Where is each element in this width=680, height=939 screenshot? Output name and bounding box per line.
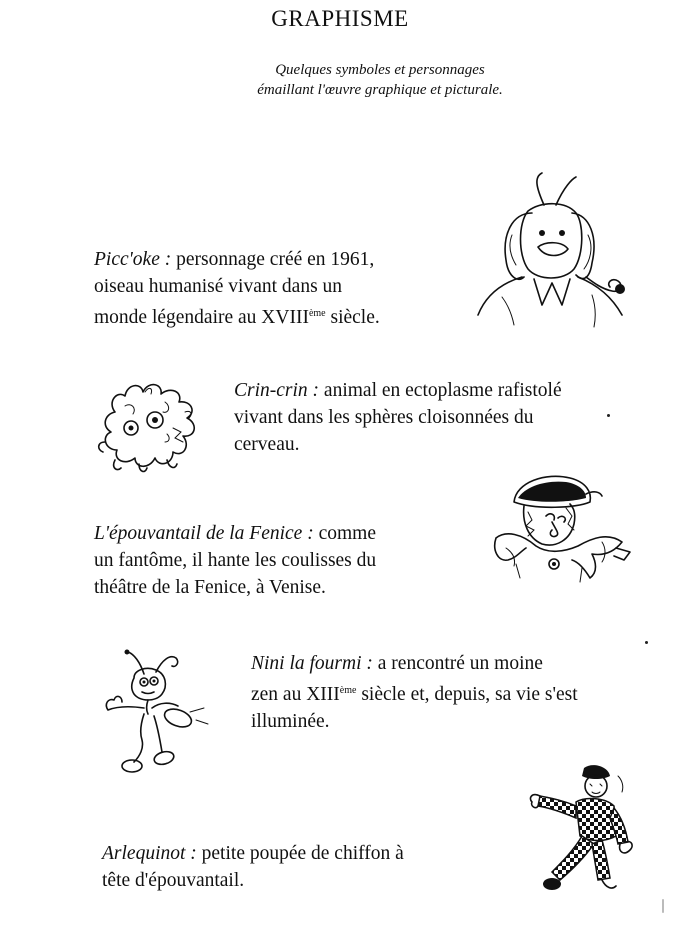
bird-character-icon <box>472 165 632 330</box>
entry-crin-crin <box>234 377 624 458</box>
subtitle-line: Quelques symboles et personnages <box>275 62 485 78</box>
harlequin-doll-icon <box>506 762 646 902</box>
subtitle-line: émaillant l'œuvre graphique et picturale. <box>257 82 503 98</box>
page-title: GRAPHISME <box>271 6 409 31</box>
entry-text: a rencontré un moine <box>372 653 543 674</box>
entry-piccoke <box>94 246 454 331</box>
entry-sup: ème <box>339 685 357 696</box>
scan-mark <box>662 899 664 913</box>
entry-text: cerveau. <box>234 434 300 455</box>
scarecrow-face-icon <box>486 468 636 586</box>
page-subtitle <box>180 60 580 100</box>
entry-nini <box>251 650 641 735</box>
entry-text: tête d'épouvantail. <box>102 870 245 891</box>
entry-text: théâtre de la Fenice, à Venise. <box>94 577 326 598</box>
entry-name: Arlequinot : <box>102 843 197 864</box>
entry-text: siècle. <box>325 307 380 328</box>
entry-text: comme <box>313 523 376 544</box>
entry-text: zen au XIII <box>251 684 340 705</box>
entry-name: Nini la fourmi : <box>251 653 373 674</box>
ant-character-icon <box>100 648 210 780</box>
entry-text: siècle et, depuis, sa vie s'est <box>356 684 578 705</box>
entry-text: petite poupée de chiffon à <box>196 843 404 864</box>
entry-text: monde légendaire au XVIII <box>94 307 309 328</box>
entry-text: oiseau humanisé vivant dans un <box>94 276 343 297</box>
entry-name: L'épouvantail de la Fenice : <box>94 523 314 544</box>
entry-sup: ème <box>308 308 326 319</box>
entry-text: vivant dans les sphères cloisonnées du <box>234 407 534 428</box>
entry-text: un fantôme, il hante les coulisses du <box>94 550 377 571</box>
entry-name: Crin-crin : <box>234 380 320 401</box>
entry-arlequinot <box>102 840 482 894</box>
entry-text: animal en ectoplasme rafistolé <box>319 380 562 401</box>
entry-text: illuminée. <box>251 711 330 732</box>
entry-text: personnage créé en 1961, <box>171 249 375 270</box>
ink-speck <box>607 414 610 417</box>
ink-speck <box>645 641 648 644</box>
entry-epouvantail <box>94 520 474 601</box>
entry-name: Picc'oke : <box>94 249 172 270</box>
ectoplasm-creature-icon <box>95 372 215 484</box>
